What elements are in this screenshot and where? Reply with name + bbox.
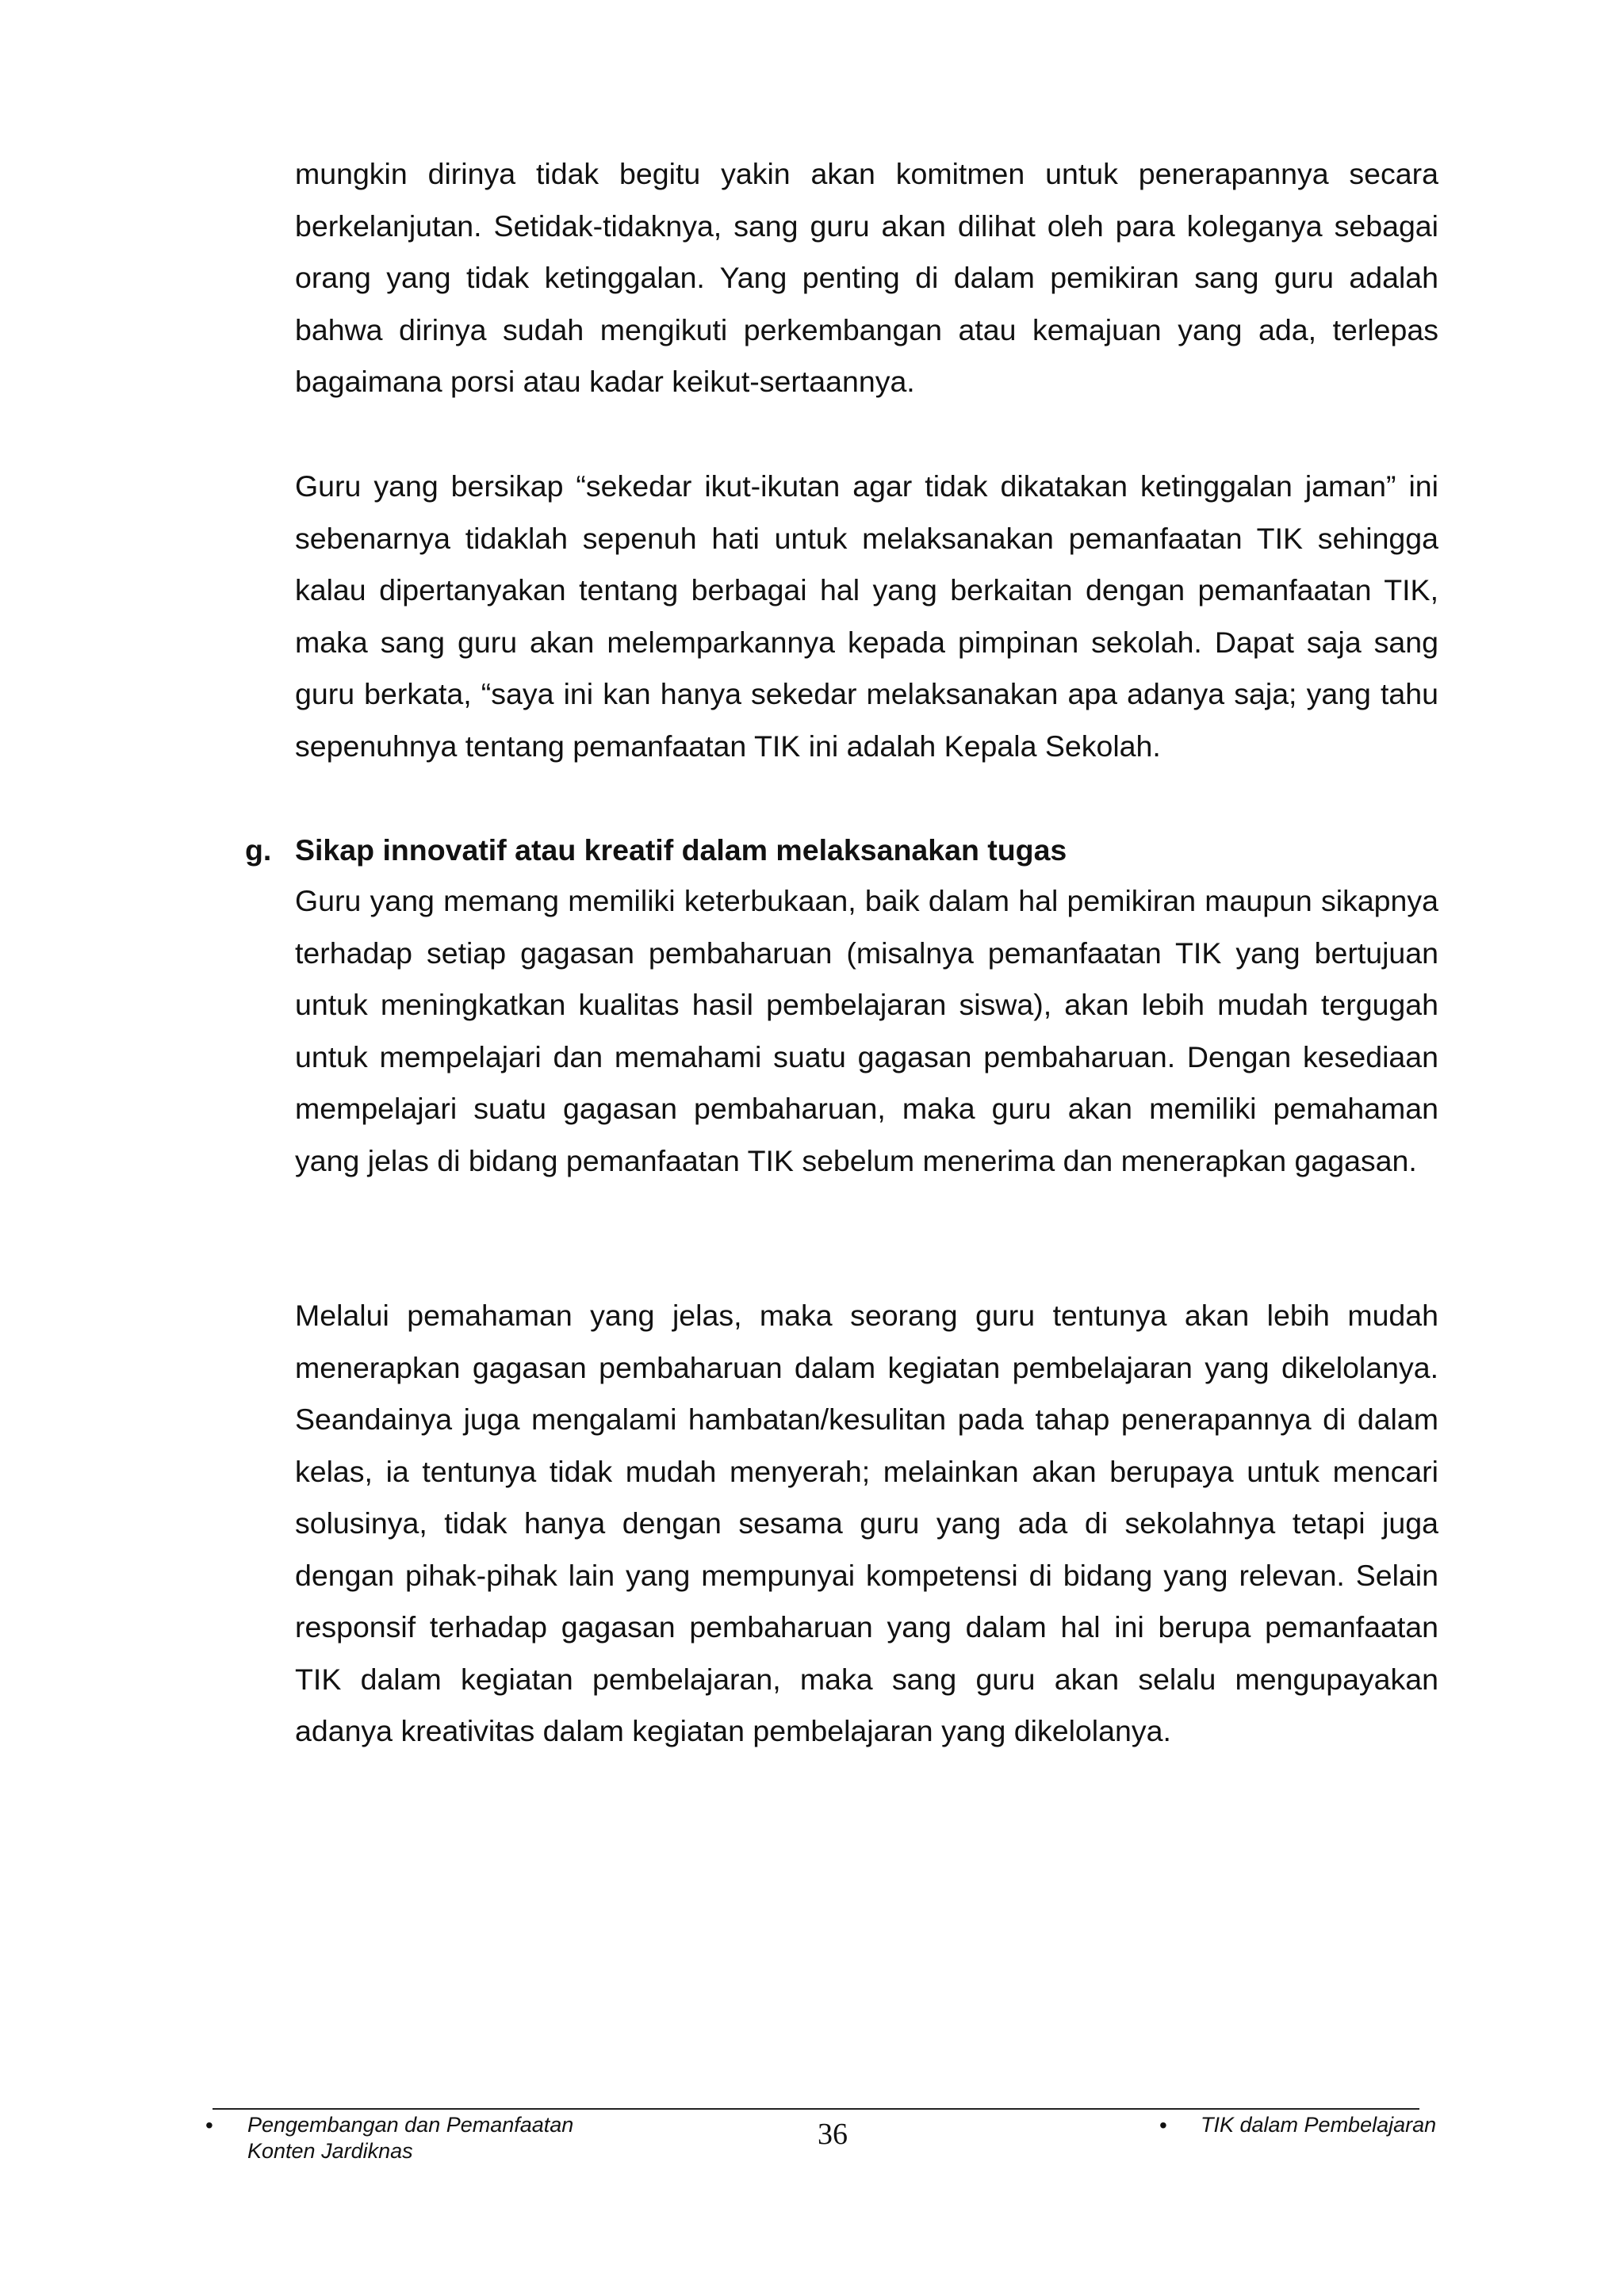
section-heading [245,825,1067,877]
page-number: 36 [818,2118,848,2151]
footer-book-title-line-2: Konten Jardiknas [247,2139,413,2163]
footer-divider [213,2108,1419,2110]
footer-bullet-icon: • [1159,2113,1167,2137]
section-marker: g. [245,833,272,867]
body-paragraph: Guru yang memang memiliki keterbukaan, baik dalam hal pemikiran maupun sikapnya terhadap setiap gagasan pembaharuan (misalnya pemanfaatan TIK yang bertujuan untuk meningkatkan kualitas hasil pembelajaran siswa), akan lebih mudah tergugah untuk mempelajari dan memahami suatu gagasan pembaharuan. Dengan kesediaan mempelajari suatu gagasan pembaharuan, maka guru akan memiliki pemahaman yang jelas di bidang pemanfaatan TIK sebelum menerima dan menerapkan gagasan. [295,884,1438,1177]
footer-book-title-line-1: Pengembangan dan Pemanfaatan [247,2113,574,2137]
footer-bullet-icon: • [205,2113,213,2137]
body-paragraph: Guru yang bersikap “sekedar ikut-ikutan agar tidak dikatakan ketinggalan jaman” ini sebenarnya tidaklah sepenuh hati untuk melaksanakan pemanfaatan TIK sehingga kalau dipertanyakan tentang berbagai hal yang berkaitan dengan pemanfaatan TIK, maka sang guru akan melemparkannya kepada pimpinan sekolah. Dapat saja sang guru berkata, “saya ini kan hanya sekedar melaksanakan apa adanya saja; yang tahu sepenuhnya tentang pemanfaatan TIK ini adalah Kepala Sekolah. [295,469,1438,763]
body-paragraph: Melalui pemahaman yang jelas, maka seorang guru tentunya akan lebih mudah menerapkan gagasan pembaharuan dalam kegiatan pembelajaran yang dikelolanya. Seandainya juga mengalami hambatan/kesulitan pada tahap penerapannya di dalam kelas, ia tentunya tidak mudah menyerah; melainkan akan berupaya untuk mencari solusinya, tidak hanya dengan sesama guru yang ada di sekolahnya tetapi juga dengan pihak-pihak lain yang mempunyai kompetensi di bidang yang relevan. Selain responsif terhadap gagasan pembaharuan yang dalam hal ini berupa pemanfaatan TIK dalam kegiatan pembelajaran, maka sang guru akan selalu mengupayakan adanya kreativitas dalam kegiatan pembelajaran yang dikelolanya. [295,1299,1438,1747]
section-title: Sikap innovatif atau kreatif dalam melaksanakan tugas [295,833,1067,867]
footer-section-title: TIK dalam Pembelajaran [1201,2113,1437,2137]
body-paragraph: mungkin dirinya tidak begitu yakin akan komitmen untuk penerapannya secara berkelanjutan. Setidak-tidaknya, sang guru akan dilihat oleh para koleganya sebagai orang yang tidak ketinggalan. Yang penting di dalam pemikiran sang guru adalah bahwa dirinya sudah mengikuti perkembangan atau kemajuan yang ada, terlepas bagaimana porsi atau kadar keikut-sertaannya. [295,157,1438,398]
footer-book-title [247,2112,573,2164]
